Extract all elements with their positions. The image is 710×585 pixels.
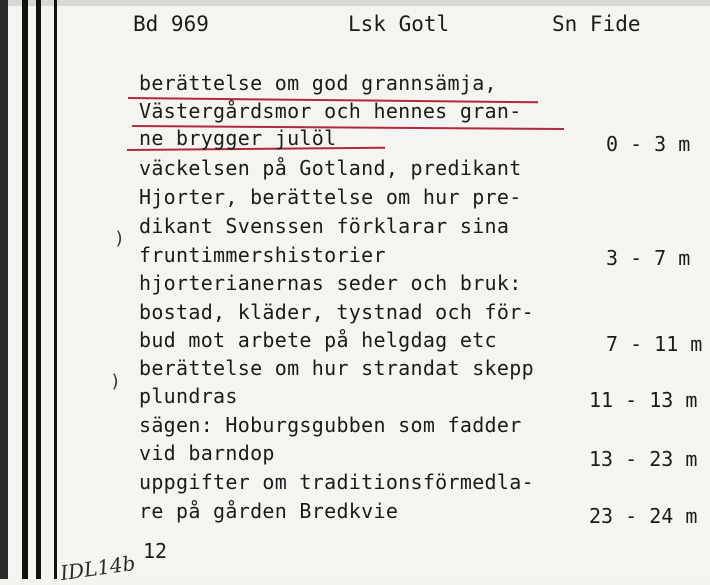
margin-rule [36, 0, 41, 579]
entry-line: Hjorter, berättelse om hur pre- [139, 185, 522, 209]
entry-line: ne brygger julöl [139, 126, 337, 150]
entry-line: re på gården Bredkvie [139, 499, 399, 523]
time-range: 13 - 23 m [589, 447, 698, 471]
margin-bracket: ) [114, 228, 125, 249]
entry-line: dikant Svenssen förklarar sina [139, 214, 510, 238]
entry-line: vid barndop [139, 441, 275, 465]
margin-rule [54, 0, 57, 579]
time-range: 0 - 3 m [606, 132, 691, 156]
entry-line: bud mot arbete på helgdag etc [139, 328, 497, 352]
entry-line: berättelse om god grannsämja, [139, 71, 497, 95]
entry-line: uppgifter om traditionsförmedla- [139, 470, 534, 494]
entry-line: hjorterianernas seder och bruk: [139, 271, 522, 295]
card-left-edge [0, 0, 8, 579]
entry-line: väckelsen på Gotland, predikant [139, 156, 522, 180]
entry-line: bostad, kläder, tystnad och för- [139, 300, 534, 324]
time-range: 23 - 24 m [589, 504, 698, 528]
socken-field: Sn Fide [552, 12, 641, 36]
entry-line: plundras [139, 384, 238, 408]
margin-rule [22, 0, 28, 579]
landskap-field: Lsk Gotl [348, 12, 450, 36]
record-code: Bd 969 [133, 12, 209, 36]
entry-line: sägen: Hoburgsgubben som fadder [139, 413, 522, 437]
time-range: 7 - 11 m [606, 332, 703, 356]
time-range: 3 - 7 m [606, 246, 691, 270]
entry-line: fruntimmershistorier [139, 243, 386, 267]
page-number: 12 [143, 539, 168, 563]
margin-bracket: ) [110, 371, 121, 392]
entry-line: berättelse om hur strandat skepp [139, 356, 534, 380]
card-top-edge [0, 0, 710, 6]
handwritten-note: IDL14b [58, 550, 137, 585]
time-range: 11 - 13 m [589, 388, 698, 412]
entry-line: Västergårdsmor och hennes gran- [139, 99, 522, 123]
